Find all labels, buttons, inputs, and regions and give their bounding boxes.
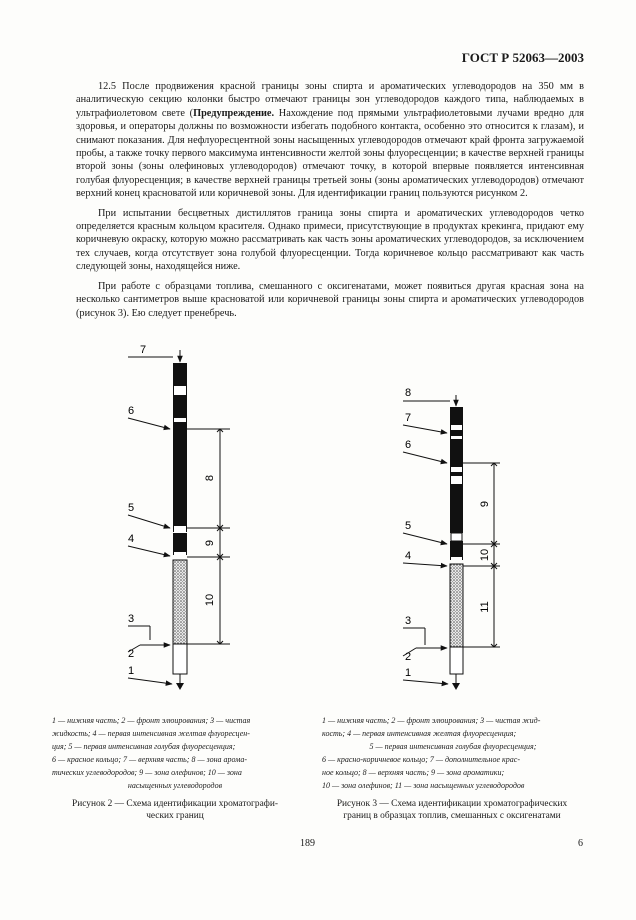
label-4: 4 — [405, 550, 412, 562]
page-number-right: 6 — [578, 838, 583, 849]
paragraph-2: При испытании бесцветных дистиллятов граница зоны спирта и ароматических углеводородов четко определяется красным кольцом красителя. Однако примеси, присутствующие в продуктах крекинга, придают ему коричневую окраску, которую можно рассматривать как часть зоны ароматических углеводородов, за исключением тех случаев, когда отсутствует зона голубой флуоресценции. Тогда коричневое кольцо рассматривают как часть следующей зоны, находящейся ниже. — [76, 207, 584, 273]
label-4: 4 — [128, 533, 135, 545]
leader-5 — [128, 515, 170, 528]
paragraph-12-5: 12.5 После продвижения красной границы зоны спирта и ароматических углеводородов на 350 мм в аналитическую секцию колонки быстро отмечают границы зон углеводородов каждого типа, наблюдаемых в ультрафиолетовом свете (Предупреждение. Нахождение под прямыми ультрафиолетовыми лучами вредно для здоровья, и операторы должны по возможности избегать подобного контакта, особенно это относится к глазам), и снимают показания. Для нефлуоресцентной зоны насыщенных углеводородов отмечают край фронта загружаемой пробы, а также точку первого максимума интенсивности желтой зоны флуоресценции; в качестве верхней границы второй зоны (зоны олефиновых углеводородов) отмечают точку, в которой впервые появляется интенсивная голубая флуоресценция; в качестве верхней границы третьей зоны (зоны ароматических углеводородов) отмечают верхний конец красноватой или коричневой зоны. Для идентификации границ пользуются рисунком 2. — [76, 81, 585, 200]
column-tube — [450, 407, 463, 674]
page-number-center: 189 — [300, 838, 315, 849]
leader-4 — [128, 546, 170, 556]
warning-label: Предупреждение. — [193, 107, 275, 119]
outlet-arrow — [452, 683, 460, 690]
label-7: 7 — [140, 344, 147, 356]
leader-1 — [128, 678, 172, 684]
label-2: 2 — [128, 648, 135, 660]
label-1: 1 — [405, 667, 412, 679]
figure-3-caption: Рисунок 3 — Схема идентификации хроматографических границ в образцах топлив, смешанных с оксигенатами — [336, 799, 568, 821]
figure-2-legend: 1 — нижняя часть; 2 — фронт элюирования; 3 — чистая жидкость; 4 — первая интенсивная желтая флуоресцен- ция; 5 — первая интенсивная голубая флуоресценция; 6 — красное кольцо; 7 — верхняя часть; 8 — зона арома- тических углеводородов; 9 — зона олефинов; 10 — зона насыщенных углеводородов — [52, 716, 251, 790]
dim-10: 10 — [479, 548, 491, 562]
figure-2 — [128, 344, 230, 690]
label-6: 6 — [128, 405, 135, 417]
label-2: 2 — [405, 651, 412, 663]
dim-10: 10 — [204, 593, 216, 607]
dim-8: 8 — [204, 474, 216, 482]
paragraph-3: При работе с образцами топлива, смешанного с оксигенатами, может появиться другая красная зона на несколько сантиметров выше красноватой или коричневой границы зоны спирта и ароматических углеводородов (рисунок 3). Ею следует пренебречь. — [76, 280, 584, 319]
label-5: 5 — [405, 520, 412, 532]
label-5: 5 — [128, 502, 135, 514]
dim-11: 11 — [479, 601, 491, 613]
figure-3-legend: 1 — нижняя часть; 2 — фронт элюирования; 3 — чистая жид- кость; 4 — первая интенсивная желтая флуоресценция; 5 — первая интенсивная голубая флуоресценция; 6 — красно-коричневое кольцо; 7 — дополнительное крас- ное кольцо; 8 — верхняя часть; 9 — зона ароматики; 10 — зона олефинов; 11 — зона насыщенных углеводородов — [322, 716, 541, 790]
dim-9: 9 — [204, 539, 216, 547]
figure-3 — [403, 387, 500, 690]
outlet-arrow — [176, 683, 184, 690]
column-tube — [173, 363, 187, 674]
label-7: 7 — [405, 412, 412, 424]
label-3: 3 — [128, 613, 135, 625]
label-3: 3 — [405, 615, 412, 627]
label-6: 6 — [405, 439, 412, 451]
document-code: ГОСТ Р 52063—2003 — [461, 50, 584, 65]
figure-2-caption: Рисунок 2 — Схема идентификации хроматографи- ческих границ — [72, 799, 278, 821]
leader-6 — [128, 418, 170, 429]
dim-9: 9 — [479, 500, 491, 508]
label-8: 8 — [405, 387, 412, 399]
label-1: 1 — [128, 665, 135, 677]
